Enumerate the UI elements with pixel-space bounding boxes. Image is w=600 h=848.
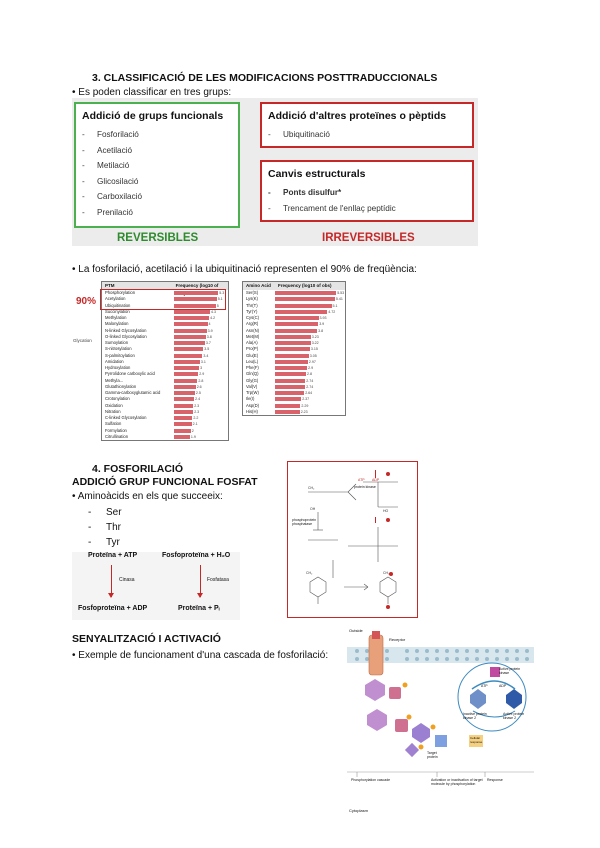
section4-subtitle: ADDICIÓ GRUP FUNCIONAL FOSFAT [72, 476, 258, 488]
row-value: 4.72 [328, 309, 336, 314]
glycation-side-label: Glycation [73, 338, 92, 343]
adp-cascade-label: ADP [499, 684, 507, 688]
row-label: Ser(S) [246, 290, 259, 295]
svg-text:CH₂: CH₂ [383, 571, 390, 575]
row-value: 2.3 [194, 409, 200, 414]
row-label: Oxidation [105, 402, 123, 408]
section3-intro: • Es poden classificar en tres grups: [72, 87, 232, 98]
row-label: S-palmitoylation [105, 352, 135, 358]
row-label: Gln(Q) [246, 371, 259, 377]
row-value: 5.53 [337, 291, 345, 295]
frequency-bar [275, 360, 308, 364]
outside-label: Outside [349, 628, 363, 633]
row-value: 2.9 [199, 372, 205, 377]
frequency-bar [275, 341, 311, 345]
row-label: S-nitrosylation [105, 346, 132, 352]
top3-highlight [100, 289, 226, 310]
row-value: 5.3 [219, 291, 225, 295]
row-value: 2.74 [306, 378, 314, 383]
row-label: Pro(P) [246, 346, 259, 352]
row-value: 1.9 [190, 434, 196, 439]
frequency-bar [174, 372, 198, 376]
row-label: Acetylation [105, 296, 126, 302]
row-value: 2.5 [195, 391, 201, 395]
row-value: 2.37 [302, 397, 310, 402]
row-label: Glutathionylation [105, 383, 137, 389]
frequency-bar [174, 391, 195, 395]
frequency-bar [174, 366, 199, 370]
frequency-bar [275, 354, 309, 358]
kinase-arrowhead [108, 593, 114, 598]
frequency-bar [275, 366, 307, 370]
row-label: Crotonylation [105, 396, 130, 402]
svg-text:CH₂: CH₂ [306, 571, 313, 575]
frequency-bar [275, 385, 305, 389]
row-label: Gly(G) [246, 377, 259, 383]
row-label: Amidation [105, 358, 124, 364]
activation-caption: Activation or inactivation of target molecule by phosphorylation [431, 778, 483, 786]
reaction-right-bottom: Proteïna + Pᵢ [178, 605, 220, 612]
frequency-bar [174, 316, 209, 320]
reaction-scheme [72, 552, 240, 620]
row-label: Sulfation [105, 421, 122, 427]
aa-frequency-table [242, 281, 346, 416]
frequency-bar [275, 335, 311, 339]
frequency-bar [174, 322, 208, 326]
kinase-chem-label: protein kinase [354, 485, 376, 489]
svg-text:OH: OH [310, 507, 316, 511]
reversible-label: REVERSIBLES [117, 232, 199, 244]
row-value: 2.29 [301, 403, 309, 408]
list-item: - Metilació [82, 161, 142, 177]
row-label: Phe(F) [246, 365, 259, 370]
row-label: Lys(K) [246, 296, 258, 302]
row-value: 3.22 [311, 341, 319, 345]
chemistry-diagram [288, 462, 416, 616]
row-value: 3.93 [319, 316, 327, 320]
row-value: 2.8 [198, 378, 204, 383]
group-proteins-box [260, 102, 474, 148]
row-value: 3.15 [310, 347, 318, 352]
row-value: 3.23 [311, 334, 319, 339]
row-value: 4.3 [211, 309, 216, 314]
inactive-kinase-label: Inactive protein kinase 2 [463, 712, 487, 720]
phosphatase-label: Fosfatasa [207, 577, 229, 583]
row-label: His(H) [246, 408, 258, 414]
atp-label: ATP [358, 478, 365, 482]
frequency-bar [174, 404, 193, 408]
table-row [102, 434, 228, 440]
row-label: Leu(L) [246, 358, 259, 364]
frequency-bar [275, 410, 300, 414]
row-label: Sumoylation [105, 340, 129, 345]
row-label: Cys(C) [246, 315, 260, 320]
row-value: 2.6 [196, 384, 202, 389]
cascade-caption: Phosphorylation cascade [351, 778, 391, 782]
aa-header: Amino Acid [246, 283, 271, 288]
row-value: 2.3 [194, 403, 200, 408]
row-value: 5 [216, 303, 219, 308]
row-label: Hydroxylation [105, 365, 131, 370]
row-value: 2.23 [300, 409, 308, 414]
group-structural-list [268, 188, 396, 219]
row-label: Citrullination [105, 433, 129, 439]
frequency-bar [275, 329, 317, 333]
row-value: 3.9 [207, 328, 213, 333]
row-label: Nitration [105, 408, 121, 414]
list-item: - Prenilació [82, 208, 142, 224]
row-label: N-linked Glycosylation [105, 327, 147, 333]
row-label: Asp(D) [246, 402, 260, 408]
row-label: Ubiquitination [105, 302, 131, 308]
frequency-bar [275, 397, 301, 401]
row-label: Arg(R) [246, 321, 259, 327]
row-value: 2 [191, 428, 194, 433]
frequency-bar [174, 422, 192, 426]
ptm-frequency-table [101, 281, 229, 441]
frequency-bar [275, 404, 300, 408]
row-value: 3.9 [319, 322, 325, 327]
row-label: Tyr(Y) [246, 308, 258, 314]
row-label: Pyrrolidone carboxylic acid [105, 371, 155, 377]
frequency-bar [275, 304, 332, 308]
reaction-left-top: Proteïna + ATP [88, 552, 138, 559]
cellular-response-label: Cellular response [470, 736, 483, 744]
svg-text:CH₂: CH₂ [308, 486, 315, 490]
frequency-bar [174, 347, 203, 351]
group-functional-title: Addició de grups funcionals [82, 110, 224, 122]
reaction-right-top: Fosfoproteïna + H₂O [162, 552, 231, 559]
frequency-bar [275, 379, 305, 383]
row-label: Val(V) [246, 383, 258, 389]
frequency-bar [174, 410, 193, 414]
reaction-left-bottom: Fosfoproteïna + ADP [78, 605, 148, 612]
active-kinase2-label: Active protein kinase 2 [503, 712, 525, 720]
row-value: 5.1 [217, 297, 223, 302]
signal-text: • Exemple de funcionament d'una cascada de fosforilació: [72, 650, 329, 661]
frequency-bar [275, 372, 306, 376]
frequency-text: • La fosforilació, acetilació i la ubiquitinació representen el 90% de freqüència: [72, 264, 417, 275]
percent-label: 90% [76, 296, 97, 307]
frequency-bar [275, 316, 319, 320]
phosphorylation-cascade-figure [347, 627, 534, 816]
frequency-bar [174, 435, 190, 439]
classification-panel [72, 98, 478, 246]
row-label: O-linked Glycosylation [105, 333, 147, 339]
row-value: 3.5 [204, 347, 210, 352]
frequency-bar [275, 310, 327, 314]
group-structural-box [260, 160, 474, 222]
signal-title: SENYALITZACIÓ I ACTIVACIÓ [72, 633, 221, 645]
response-caption: Response [487, 778, 503, 782]
group-structural-title: Canvis estructurals [268, 168, 366, 180]
frequency-bar [174, 416, 192, 420]
list-item: - Fosforilació [82, 130, 142, 146]
cascade-diagram [347, 627, 534, 816]
group-functional-box [74, 102, 240, 228]
row-label: Ile(I) [246, 396, 255, 402]
list-item: - Carboxilació [82, 192, 142, 208]
amino-item: - Tyr [88, 537, 120, 548]
adp-label: ADP [372, 478, 380, 482]
row-value: 3 [200, 366, 203, 370]
row-label: Methyla... [105, 377, 124, 383]
group-proteins-title: Addició d'altres proteïnes o pèptids [268, 110, 447, 122]
frequency-bar [275, 322, 318, 326]
row-value: 2.1 [192, 422, 198, 427]
row-label: Asn(N) [246, 327, 260, 333]
ptm-freq-header: Frequency (log10 of [175, 283, 219, 288]
row-value: 3.4 [203, 353, 209, 358]
frequency-bar [174, 385, 196, 389]
amino-intro: • Aminoàcids en els que succeeix: [72, 491, 223, 502]
row-label: Methylation [105, 315, 127, 320]
frequency-bar [174, 329, 207, 333]
row-value: 3.7 [205, 341, 211, 345]
row-label: Glu(E) [246, 352, 259, 358]
phosphorylation-chemistry-figure [287, 461, 418, 618]
section3-title: 3. CLASSIFICACIÓ DE LES MODIFICACIONS POSTTRADUCCIONALS [92, 72, 438, 84]
cytoplasm-label: Cytoplasm [349, 808, 368, 813]
frequency-bar [174, 379, 197, 383]
frequency-bar [275, 291, 336, 295]
phosphatase-chem-label: phosphoprotein phosphatase [292, 518, 317, 526]
atp-cascade-label: ATP [481, 684, 488, 688]
table-row [243, 409, 345, 415]
row-value: 5.41 [335, 297, 343, 302]
row-value: 4.2 [210, 316, 216, 320]
group-functional-list [82, 130, 142, 224]
frequency-bar [275, 391, 304, 395]
row-value: 3.8 [206, 334, 212, 339]
amino-item: - Thr [88, 522, 121, 533]
row-value: 3.05 [309, 353, 317, 358]
row-value: 2.74 [306, 384, 314, 389]
row-label: Formylation [105, 427, 127, 433]
frequency-bar [275, 347, 310, 351]
phosphatase-arrowhead [197, 593, 203, 598]
target-protein-label: Target protein [427, 751, 438, 759]
frequency-bar [275, 297, 335, 301]
amino-item: - Ser [88, 507, 122, 518]
svg-text:HO: HO [383, 509, 389, 513]
section4-title: 4. FOSFORILACIÓ [92, 463, 184, 475]
row-label: Trp(W) [246, 390, 259, 395]
row-value: 5.1 [332, 303, 338, 308]
kinase-label: Cinasa [119, 577, 135, 583]
row-label: Succinylation [105, 308, 130, 314]
frequency-bar [174, 310, 210, 314]
list-item: - Trencament de l'enllaç peptídic [268, 204, 396, 220]
row-value: 2.9 [308, 366, 314, 370]
receptor-label: Receptor [389, 637, 406, 642]
row-label: C-linked Glycosylation [105, 415, 147, 420]
list-item: - Glicosilació [82, 177, 142, 193]
aa-freq-header: Frequency (log10 of obs) [278, 283, 332, 288]
list-item: - Ubiquitinació [268, 130, 330, 146]
frequency-bar [174, 397, 194, 401]
frequency-bar [174, 335, 206, 339]
row-label: Ala(A) [246, 340, 258, 345]
row-label: Phosphorylation [105, 290, 136, 295]
row-value: 2.97 [308, 359, 316, 364]
list-item: - Ponts disulfur* [268, 188, 396, 204]
frequency-bar [174, 360, 200, 364]
frequency-bar [174, 429, 191, 433]
row-value: 2.64 [305, 391, 313, 395]
row-value: 2.2 [193, 416, 199, 420]
row-label: Gamma-carboxyglutamic acid [105, 390, 161, 395]
list-item: - Acetilació [82, 146, 142, 162]
frequency-bar [174, 354, 202, 358]
frequency-bar [174, 341, 205, 345]
row-value: 4 [208, 322, 211, 327]
ptm-header: PTM [105, 283, 115, 288]
row-label: Met(M) [246, 333, 260, 339]
row-value: 3.8 [318, 328, 324, 333]
active-kinase-label: Active protein kinase [499, 667, 521, 675]
row-value: 2.4 [195, 397, 201, 402]
group-proteins-list [268, 130, 330, 146]
row-value: 3.1 [200, 359, 206, 364]
row-value: 2.8 [307, 372, 312, 377]
row-label: Thr(T) [246, 302, 258, 308]
irreversible-label: IRREVERSIBLES [322, 232, 415, 244]
row-label: Malonylation [105, 321, 129, 327]
